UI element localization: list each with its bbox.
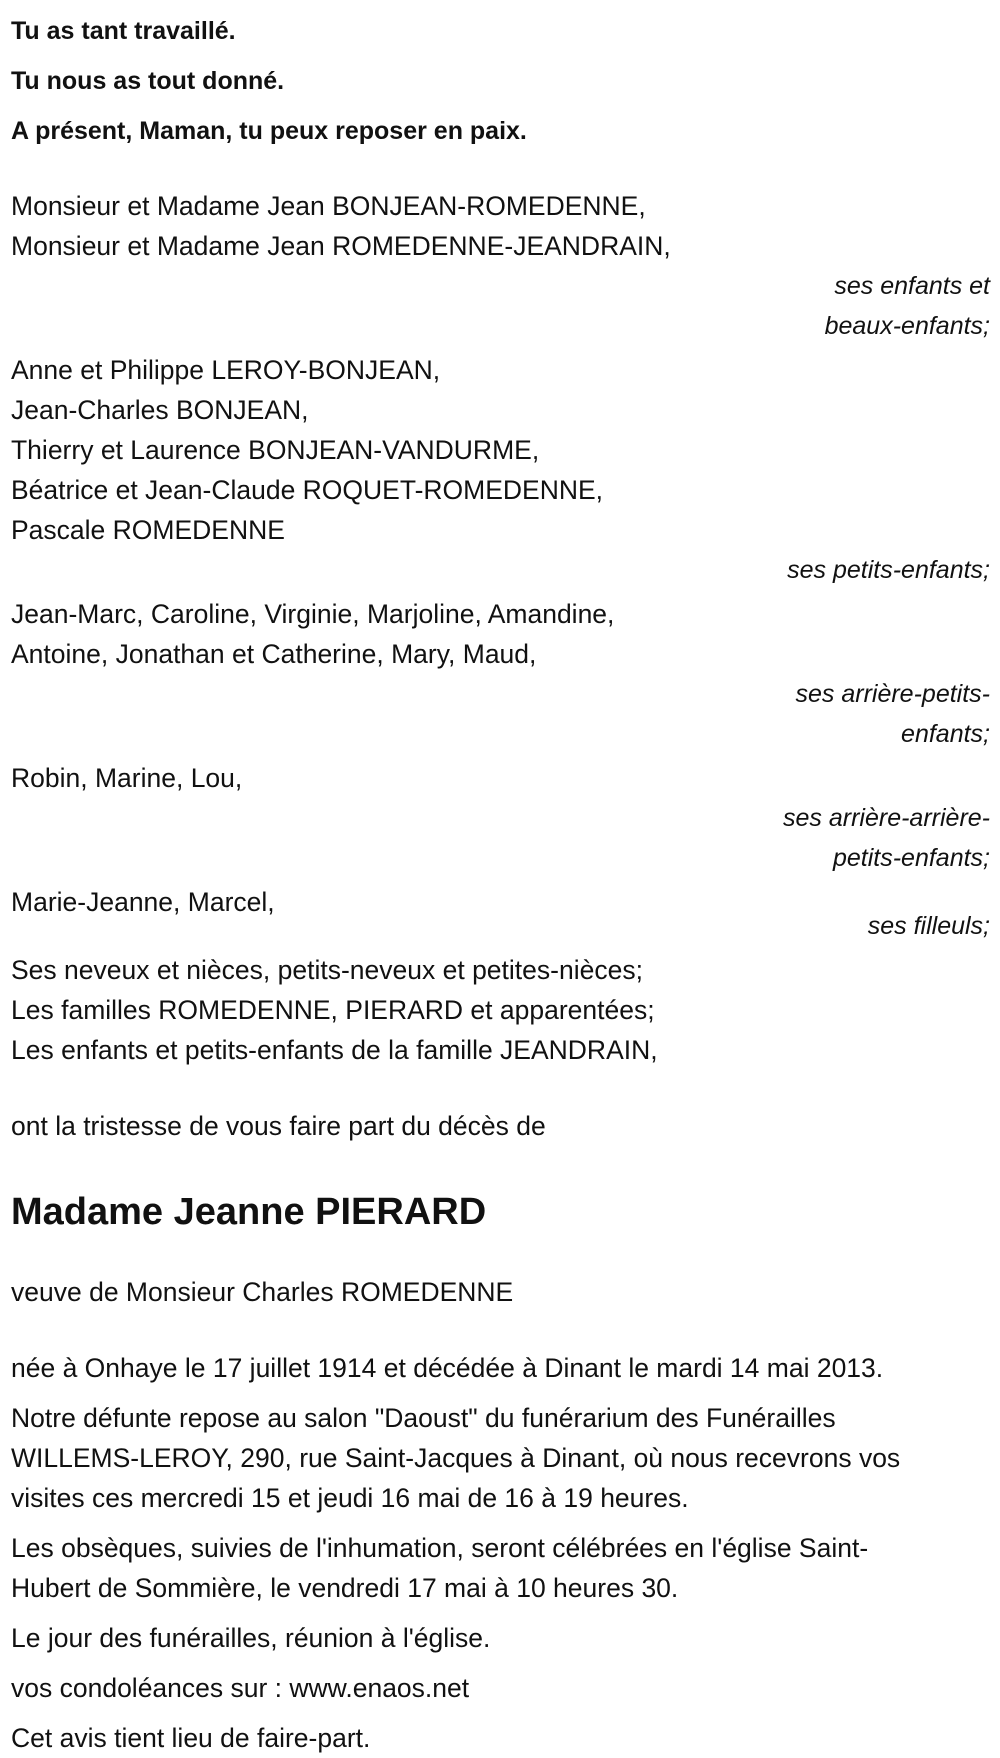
visitation-line: Notre défunte repose au salon "Daoust" du funérarium des Funérailles [11, 1403, 836, 1433]
condolences-line [11, 1668, 990, 1708]
relation-line: ses arrière-petits- [795, 680, 990, 708]
verse-line: A présent, Maman, tu peux reposer en paix. [11, 117, 527, 145]
condolences-label: vos condoléances sur : [11, 1673, 290, 1703]
family-group-great-great-grandchildren [11, 758, 990, 798]
announcement-line: ont la tristesse de vous faire part du décès de [11, 1111, 546, 1141]
extended-family-line: Ses neveux et nièces, petits-neveux et petites-nièces; [11, 955, 643, 985]
deceased-name: Madame Jeanne PIERARD [11, 1191, 487, 1233]
extended-family-line: Les familles ROMEDENNE, PIERARD et apparentées; [11, 995, 655, 1025]
verse-line: Tu nous as tout donné. [11, 67, 285, 95]
relation-line: enfants; [901, 720, 990, 748]
relation-line: ses petits-enfants; [787, 556, 990, 584]
family-name-line: Pascale ROMEDENNE [11, 515, 285, 545]
relation-line: ses enfants et [834, 272, 990, 300]
opening-verse [11, 6, 990, 156]
family-name-line: Jean-Charles BONJEAN, [11, 395, 309, 425]
notice-line: Cet avis tient lieu de faire-part. [11, 1723, 371, 1753]
family-name-line: Antoine, Jonathan et Catherine, Mary, Maud, [11, 639, 537, 669]
spacer [11, 1070, 990, 1106]
relation-line: beaux-enfants; [824, 312, 990, 340]
condolences-link[interactable]: www.enaos.net [289, 1673, 470, 1703]
relation-line: ses filleuls; [867, 912, 990, 940]
relation-line: ses arrière-arrière- [783, 804, 990, 832]
extended-family-line: Les enfants et petits-enfants de la famille JEANDRAIN, [11, 1035, 658, 1065]
family-name-line: Thierry et Laurence BONJEAN-VANDURME, [11, 435, 540, 465]
widow-of-line: veuve de Monsieur Charles ROMEDENNE [11, 1277, 514, 1307]
visitation-line: visites ces mercredi 15 et jeudi 16 mai de 16 à 19 heures. [11, 1483, 689, 1513]
spacer [11, 156, 990, 186]
birth-death-info [11, 1348, 990, 1388]
family-name-line: Jean-Marc, Caroline, Virginie, Marjoline, Amandine, [11, 599, 615, 629]
funeral-info [11, 1528, 990, 1608]
meeting-info [11, 1618, 990, 1658]
family-name-line: Robin, Marine, Lou, [11, 763, 243, 793]
spacer [11, 1146, 990, 1182]
family-name-line: Marie-Jeanne, Marcel, [11, 887, 275, 917]
relation-label-great-grandchildren [11, 674, 990, 754]
visitation-info [11, 1398, 990, 1518]
notice-info [11, 1718, 990, 1758]
extended-family [11, 950, 990, 1070]
family-name-line: Béatrice et Jean-Claude ROQUET-ROMEDENNE, [11, 475, 604, 505]
relation-label-grandchildren [11, 550, 990, 590]
family-name-line: Monsieur et Madame Jean BONJEAN-ROMEDENNE, [11, 191, 646, 221]
funeral-line: Les obsèques, suivies de l'inhumation, seront célébrées en l'église Saint- [11, 1533, 869, 1563]
funeral-line: Hubert de Sommière, le vendredi 17 mai à 10 heures 30. [11, 1573, 679, 1603]
family-group-grandchildren [11, 350, 990, 550]
condolences-info [11, 1668, 990, 1708]
family-name-line: Anne et Philippe LEROY-BONJEAN, [11, 355, 441, 385]
verse-line: Tu as tant travaillé. [11, 17, 236, 45]
family-name-line: Monsieur et Madame Jean ROMEDENNE-JEANDRAIN, [11, 231, 671, 261]
relation-line: petits-enfants; [832, 844, 990, 872]
birth-death-line: née à Onhaye le 17 juillet 1914 et décédée à Dinant le mardi 14 mai 2013. [11, 1353, 884, 1383]
announcement-text [11, 1106, 990, 1146]
visitation-line: WILLEMS-LEROY, 290, rue Saint-Jacques à Dinant, où nous recevrons vos [11, 1443, 901, 1473]
relation-label-great-great-grandchildren [11, 798, 990, 878]
meeting-line: Le jour des funérailles, réunion à l'église. [11, 1623, 491, 1653]
family-group-great-grandchildren [11, 594, 990, 674]
relation-label-children [11, 266, 990, 346]
spacer [11, 1242, 990, 1272]
spacer [11, 1312, 990, 1348]
family-group-children [11, 186, 990, 266]
widow-of [11, 1272, 990, 1312]
